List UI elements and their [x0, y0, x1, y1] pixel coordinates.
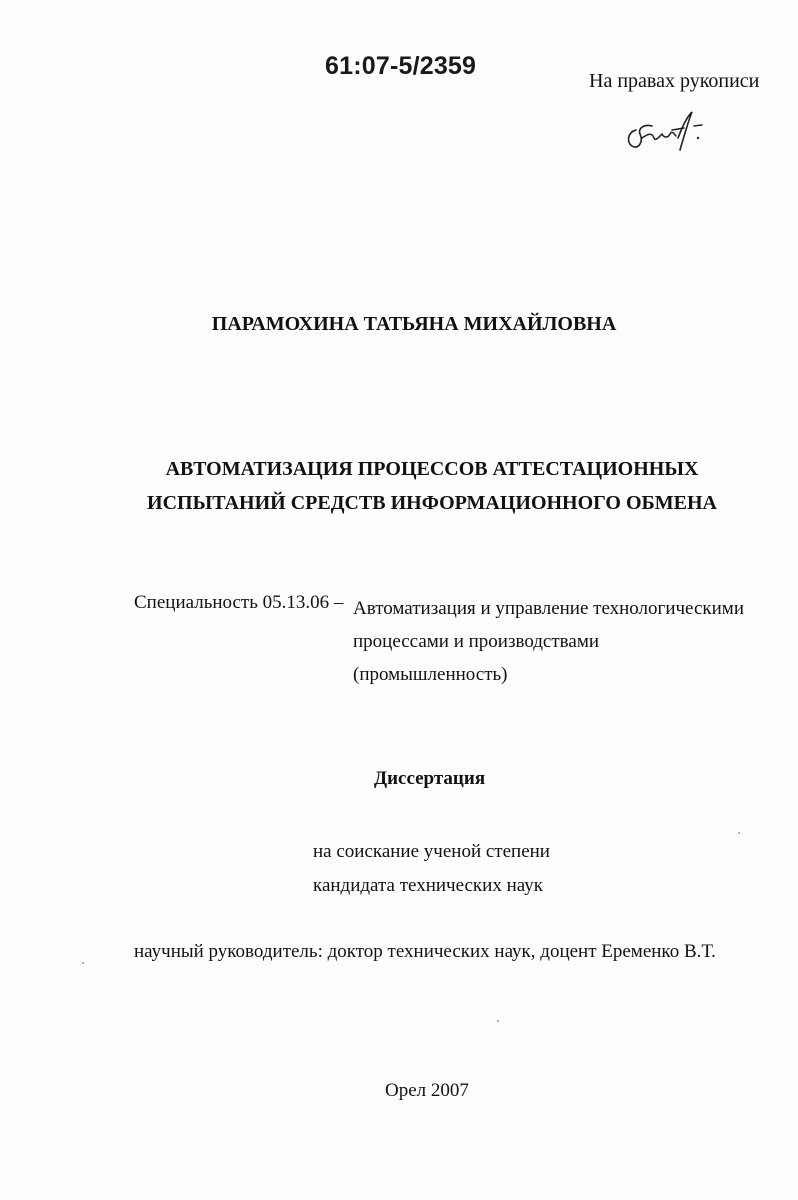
title-line: АВТОМАТИЗАЦИЯ ПРОЦЕССОВ АТТЕСТАЦИОННЫХ — [165, 458, 699, 480]
specialty-label: Специальность 05.13.06 – — [134, 592, 344, 613]
dissertation-title — [0, 452, 798, 520]
catalog-number: 61:07-5/2359 — [325, 52, 477, 80]
specialty-line: (промышленность) — [353, 664, 508, 685]
degree-line: на соискание ученой степени — [313, 841, 550, 862]
author-name: ПАРАМОХИНА ТАТЬЯНА МИХАЙЛОВНА — [211, 313, 617, 335]
scan-speck — [82, 962, 84, 964]
rights-note: На правах рукописи — [589, 70, 760, 92]
specialty-line: Автоматизация и управление технологическими — [353, 598, 744, 619]
title-line: ИСПЫТАНИЙ СРЕДСТВ ИНФОРМАЦИОННОГО ОБМЕНА — [147, 492, 717, 514]
scan-speck — [738, 832, 740, 834]
signature-icon — [622, 108, 712, 158]
degree-statement — [313, 835, 550, 903]
supervisor: научный руководитель: доктор технических наук, доцент Еременко В.Т. — [134, 941, 716, 962]
specialty-description — [353, 592, 744, 691]
document-type: Диссертация — [374, 768, 486, 789]
specialty-line: процессами и производствами — [353, 631, 600, 652]
city-year: Орел 2007 — [385, 1080, 469, 1101]
scan-speck — [497, 1020, 499, 1022]
degree-line: кандидата технических наук — [313, 875, 543, 896]
